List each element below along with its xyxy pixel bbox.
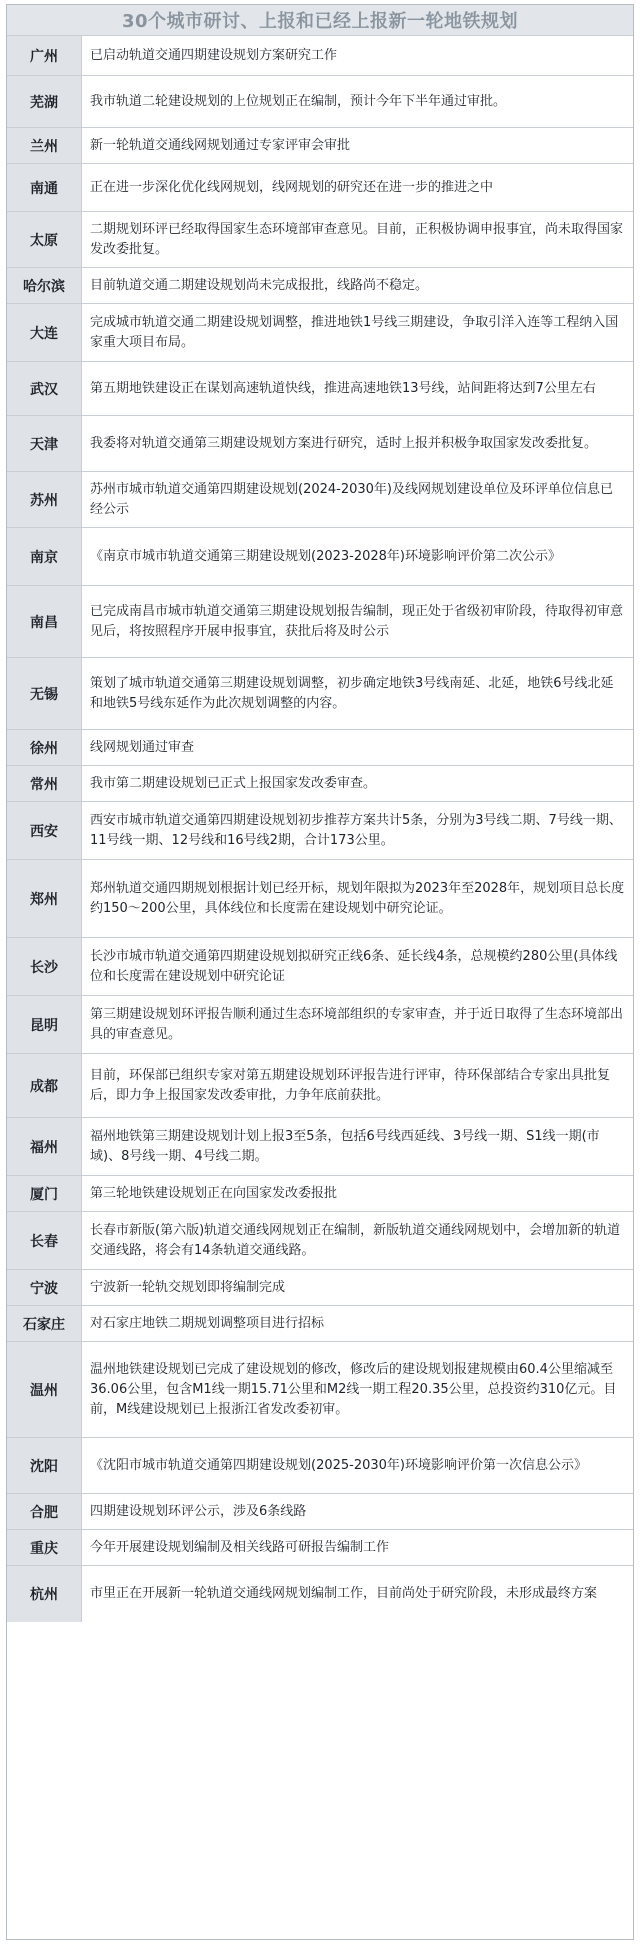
city-name: 武汉: [7, 362, 82, 415]
table-row: [7, 1212, 633, 1270]
plan-status: 温州地铁建设规划已完成了建设规划的修改，修改后的建设规划报建规模由60.4公里缩减至36.06公里，包含M1线一期15.71公里和M2线一期工程20.35公里，总投资约310亿元。目前，M线建设规划已上报浙江省发改委初审。: [90, 1361, 617, 1417]
city-name: 西安: [7, 802, 82, 859]
city-name: 广州: [7, 36, 82, 75]
plan-status: 苏州市城市轨道交通第四期建设规划(2024-2030年)及线网规划建设单位及环评单位信息已经公示: [90, 481, 614, 517]
table-row: [7, 416, 633, 472]
plan-status: 策划了城市轨道交通第三期建设规划调整，初步确定地铁3号线南延、北延，地铁6号线北延和地铁5号线东延作为此次规划调整的内容。: [90, 675, 614, 711]
table-row: [7, 528, 633, 586]
table-row: [7, 1054, 633, 1118]
plan-status: 四期建设规划环评公示，涉及6条线路: [90, 1503, 307, 1519]
table-rows: [7, 36, 633, 1622]
plan-status: 已启动轨道交通四期建设规划方案研究工作: [90, 47, 338, 63]
city-name: 石家庄: [7, 1306, 82, 1341]
city-name: 长沙: [7, 938, 82, 995]
city-name: 太原: [7, 212, 82, 267]
city-name: 宁波: [7, 1270, 82, 1305]
table-row: [7, 304, 633, 362]
plan-status: 二期规划环评已经取得国家生态环境部审查意见。目前，正积极协调申报事宜，尚未取得国家发改委批复。: [90, 221, 624, 257]
city-name: 徐州: [7, 730, 82, 765]
plan-status: 宁波新一轮轨交规划即将编制完成: [90, 1279, 286, 1295]
plan-status: 目前轨道交通二期建设规划尚未完成报批，线路尚不稳定。: [90, 277, 429, 293]
plan-status: 正在进一步深化优化线网规划，线网规划的研究还在进一步的推进之中: [90, 179, 494, 195]
plan-status: 《南京市城市轨道交通第三期建设规划(2023-2028年)环境影响评价第二次公示》: [90, 548, 562, 564]
table-row: [7, 586, 633, 658]
table-row: [7, 938, 633, 996]
plan-status: 对石家庄地铁二期规划调整项目进行招标: [90, 1315, 325, 1331]
city-name: 南京: [7, 528, 82, 585]
table-row: [7, 362, 633, 416]
table-row: [7, 1566, 633, 1622]
plan-status: 已完成南昌市城市轨道交通第三期建设规划报告编制，现正处于省级初审阶段，待取得初审意见后，将按照程序开展申报事宜，获批后将及时公示: [90, 603, 624, 639]
plan-status: 《沈阳市城市轨道交通第四期建设规划(2025-2030年)环境影响评价第一次信息公示》: [90, 1457, 588, 1473]
plan-status: 西安市城市轨道交通第四期建设规划初步推荐方案共计5条，分别为3号线二期、7号线一期、11号线一期、12号线和16号线2期，合计173公里。: [90, 812, 622, 848]
city-name: 大连: [7, 304, 82, 361]
city-name: 沈阳: [7, 1438, 82, 1493]
table-row: [7, 1176, 633, 1212]
table-row: [7, 268, 633, 304]
city-name: 杭州: [7, 1566, 82, 1622]
table-row: [7, 658, 633, 730]
plan-status: 完成城市轨道交通二期建设规划调整，推进地铁1号线三期建设，争取引洋入连等工程纳入国家重大项目布局。: [90, 314, 619, 350]
plan-status: 第三期建设规划环评报告顺利通过生态环境部组织的专家审查，并于近日取得了生态环境部出具的审查意见。: [90, 1006, 624, 1042]
city-name: 福州: [7, 1118, 82, 1175]
city-name: 长春: [7, 1212, 82, 1269]
city-name: 芜湖: [7, 76, 82, 127]
city-name: 苏州: [7, 472, 82, 527]
plan-status: 我市第二期建设规划已正式上报国家发改委审查。: [90, 775, 377, 791]
table-row: [7, 76, 633, 128]
city-name: 厦门: [7, 1176, 82, 1211]
plan-status: 第三轮地铁建设规划正在向国家发改委报批: [90, 1185, 338, 1201]
table-row: [7, 1118, 633, 1176]
city-name: 温州: [7, 1342, 82, 1437]
plan-status: 第五期地铁建设正在谋划高速轨道快线，推进高速地铁13号线，站间距将达到7公里左右: [90, 380, 596, 396]
city-name: 兰州: [7, 128, 82, 163]
table-row: [7, 472, 633, 528]
city-name: 重庆: [7, 1530, 82, 1565]
table-row: [7, 1530, 633, 1566]
plan-status: 目前，环保部已组织专家对第五期建设规划环评报告进行评审，待环保部结合专家出具批复后，即力争上报国家发改委审批，力争年底前获批。: [90, 1067, 611, 1103]
plan-status: 郑州轨道交通四期规划根据计划已经开标，规划年限拟为2023年至2028年，规划项目总长度约150～200公里，具体线位和长度需在建设规划中研究论证。: [90, 880, 625, 916]
city-name: 无锡: [7, 658, 82, 729]
table-row: [7, 212, 633, 268]
plan-status: 新一轮轨道交通线网规划通过专家评审会审批: [90, 137, 351, 153]
plan-status: 今年开展建设规划编制及相关线路可研报告编制工作: [90, 1539, 390, 1555]
table-row: [7, 1494, 633, 1530]
table-row: [7, 766, 633, 802]
city-name: 郑州: [7, 860, 82, 937]
table-row: [7, 36, 633, 76]
plan-status: 我委将对轨道交通第三期建设规划方案进行研究，适时上报并积极争取国家发改委批复。: [90, 435, 598, 451]
city-name: 天津: [7, 416, 82, 471]
table-row: [7, 164, 633, 212]
table-row: [7, 1342, 633, 1438]
plan-status: 我市轨道二轮建设规划的上位规划正在编制，预计今年下半年通过审批。: [90, 93, 507, 109]
plan-status: 长沙市城市轨道交通第四期建设规划拟研究正线6条、延长线4条，总规模约280公里(具体线位和长度需在建设规划中研究论证: [90, 948, 618, 984]
table-row: [7, 1438, 633, 1494]
plan-status: 市里正在开展新一轮轨道交通线网规划编制工作，目前尚处于研究阶段，未形成最终方案: [90, 1586, 598, 1601]
table-row: [7, 128, 633, 164]
city-name: 常州: [7, 766, 82, 801]
city-name: 合肥: [7, 1494, 82, 1529]
city-name: 成都: [7, 1054, 82, 1117]
plan-status: 福州地铁第三期建设规划计划上报3至5条，包括6号线西延线、3号线一期、S1线一期(市域)、8号线一期、4号线二期。: [90, 1128, 600, 1164]
table-title: 30个城市研讨、上报和已经上报新一轮地铁规划: [7, 5, 633, 36]
plan-status: 线网规划通过审查: [90, 739, 195, 755]
table-row: [7, 1270, 633, 1306]
table-row: [7, 730, 633, 766]
table-row: [7, 860, 633, 938]
table-row: [7, 1306, 633, 1342]
city-name: 哈尔滨: [7, 268, 82, 303]
planning-table: [6, 4, 634, 1940]
plan-status: 长春市新版(第六版)轨道交通线网规划正在编制，新版轨道交通线网规划中，会增加新的轨道交通线路，将会有14条轨道交通线路。: [90, 1222, 621, 1258]
table-row: [7, 996, 633, 1054]
city-name: 南昌: [7, 586, 82, 657]
city-name: 昆明: [7, 996, 82, 1053]
table-row: [7, 802, 633, 860]
city-name: 南通: [7, 164, 82, 211]
